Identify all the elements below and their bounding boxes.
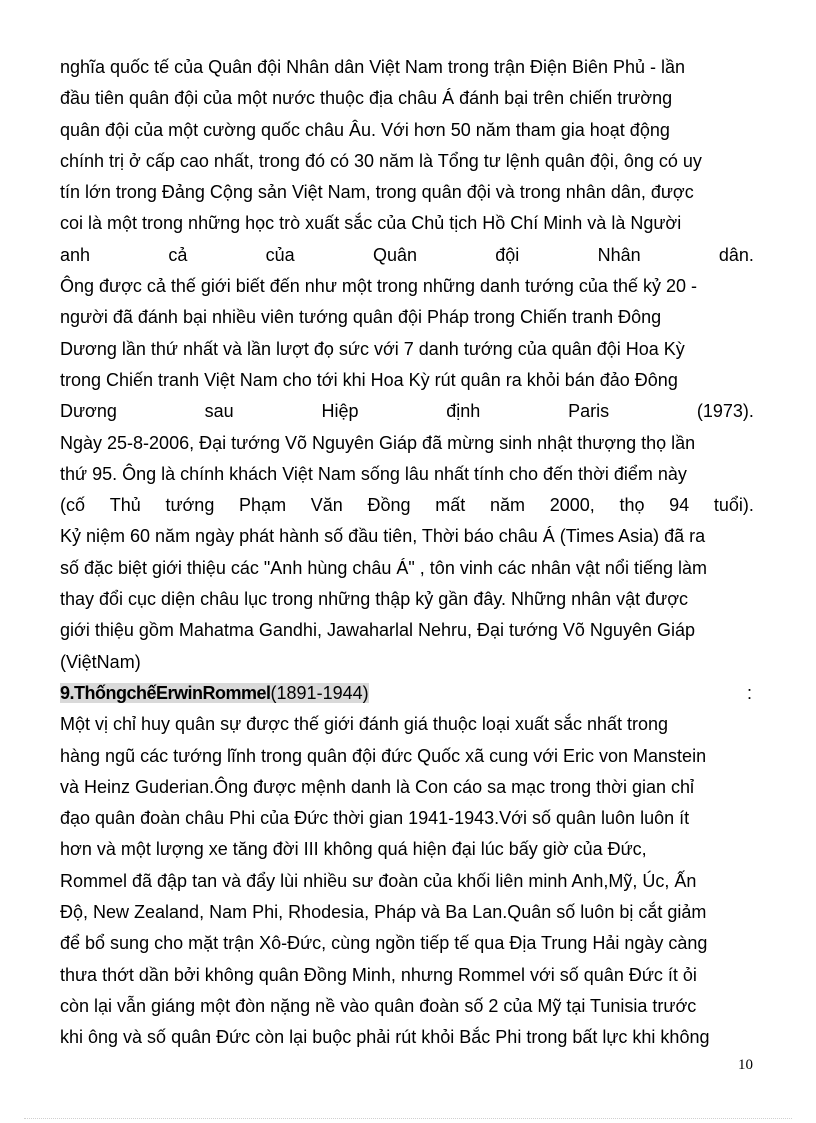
text-line: thay đổi cục diện châu lục trong những thập kỷ gần đây. Những nhân vật được [60,589,689,610]
paragraph-giap-birthday [60,428,754,491]
heading-colon: : [746,682,752,703]
text-line: tín lớn trong Đảng Cộng sản Việt Nam, trong quân đội và trong nhân dân, được [60,182,694,203]
word: 94 [669,495,690,516]
text-line: đạo quân đoàn châu Phi của Đức thời gian 1941-1943.Với số quân luôn luôn ít [60,808,690,829]
word: Quân [372,244,417,265]
paragraph-times-asia [60,521,754,677]
text-line: Rommel đã đập tan và đẩy lùi nhiều sư đoàn của khối liên minh Anh,Mỹ, Úc, Ấn [60,870,697,891]
text-line: khi ông và số quân Đức còn lại buộc phải rút khỏi Bắc Phi trong bất lực khi không [60,1027,710,1048]
paragraph-giap-legacy [60,52,754,240]
word: Thủ [109,495,141,516]
text-line: đầu tiên quân đội của một nước thuộc địa châu Á đánh bại trên chiến trường [60,88,673,109]
document-body [60,52,754,1054]
word: tuổi). [713,495,754,516]
page-number: 10 [738,1057,753,1073]
text-line: và Heinz Guderian.Ông được mệnh danh là Con cáo sa mạc trong thời gian chỉ [60,776,694,797]
word: anh [60,244,91,265]
text-line: Kỷ niệm 60 năm ngày phát hành số đầu tiên, Thời báo châu Á (Times Asia) đã ra [60,526,706,547]
word: Hiệp [321,401,359,422]
word: 2000, [549,495,595,516]
section-heading-rommel [60,678,754,709]
text-line: Một vị chỉ huy quân sự được thế giới đánh giá thuộc loại xuất sắc nhất trong [60,714,669,735]
text-line: giới thiệu gồm Mahatma Gandhi, Jawaharlal Nehru, Đại tướng Võ Nguyên Giáp [60,620,695,641]
text-line: người đã đánh bại nhiều viên tướng quân đội Pháp trong Chiến tranh Đông [60,307,662,328]
text-line: quân đội của một cường quốc châu Âu. Với hơn 50 năm tham gia hoạt động [60,119,670,140]
text-line: Độ, New Zealand, Nam Phi, Rhodesia, Pháp và Ba Lan.Quân số luôn bị cắt giảm [60,902,707,923]
word: (1973). [696,401,754,422]
paragraph-rommel [60,709,754,1053]
word: sau [204,401,234,422]
word: Đồng [367,495,411,516]
heading-highlight [60,683,369,703]
page-bottom-border [24,1118,792,1119]
word: cả [168,244,188,265]
justified-line [60,396,754,427]
text-line: chính trị ở cấp cao nhất, trong đó có 30 năm là Tổng tư lệnh quân đội, ông có uy [60,150,702,171]
text-line: số đặc biệt giới thiệu các "Anh hùng châu Á" , tôn vinh các nhân vật nổi tiếng làm [60,557,707,578]
text-line: thưa thớt dần bởi không quân Đồng Minh, nhưng Rommel với số quân Đức ít ỏi [60,964,697,985]
word: Văn [310,495,343,516]
word: Nhân [597,244,641,265]
text-line: để bổ sung cho mặt trận Xô-Đức, cùng ngồn tiếp tế qua Địa Trung Hải ngày càng [60,933,708,954]
text-line: (ViệtNam) [60,651,141,672]
word: (cố [60,495,86,516]
word: Phạm [239,495,287,516]
word: Paris [568,401,610,422]
text-line: coi là một trong những học trò xuất sắc của Chủ tịch Hồ Chí Minh và là Người [60,213,682,234]
word: đội [495,244,520,265]
text-line: Ngày 25-8-2006, Đại tướng Võ Nguyên Giáp đã mừng sinh nhật thượng thọ lần [60,432,696,453]
heading-years: (1891-1944) [270,682,369,703]
word: thọ [619,495,645,516]
text-line: hàng ngũ các tướng lĩnh trong quân đội đức Quốc xã cung với Eric von Manstein [60,745,707,766]
word: định [446,401,481,422]
word: tướng [165,495,215,516]
word: của [265,244,295,265]
word: năm [489,495,525,516]
text-line: hơn và một lượng xe tăng đời III không quá hiện đại lúc bấy giờ của Đức, [60,839,647,860]
paragraph-giap-fame [60,271,754,396]
word: Dương [60,401,117,422]
word: dân. [718,244,754,265]
text-line: Dương lần thứ nhất và lần lượt đọ sức với 7 danh tướng của quân đội Hoa Kỳ [60,338,685,359]
text-line: nghĩa quốc tế của Quân đội Nhân dân Việt Nam trong trận Điện Biên Phủ - lần [60,57,686,77]
justified-line [60,240,754,271]
text-line: còn lại vẫn giáng một đòn nặng nề vào quân đoàn số 2 của Mỹ tại Tunisia trước [60,995,697,1016]
justified-line [60,490,754,521]
word: mất [435,495,466,516]
text-line: trong Chiến tranh Việt Nam cho tới khi Hoa Kỳ rút quân ra khỏi bán đảo Đông [60,369,678,390]
heading-title: 9.ThốngchếErwinRommel [60,682,271,703]
text-line: thứ 95. Ông là chính khách Việt Nam sống lâu nhất tính cho đến thời điểm này [60,463,687,484]
text-line: Ông được cả thế giới biết đến như một trong những danh tướng của thế kỷ 20 - [60,276,697,297]
